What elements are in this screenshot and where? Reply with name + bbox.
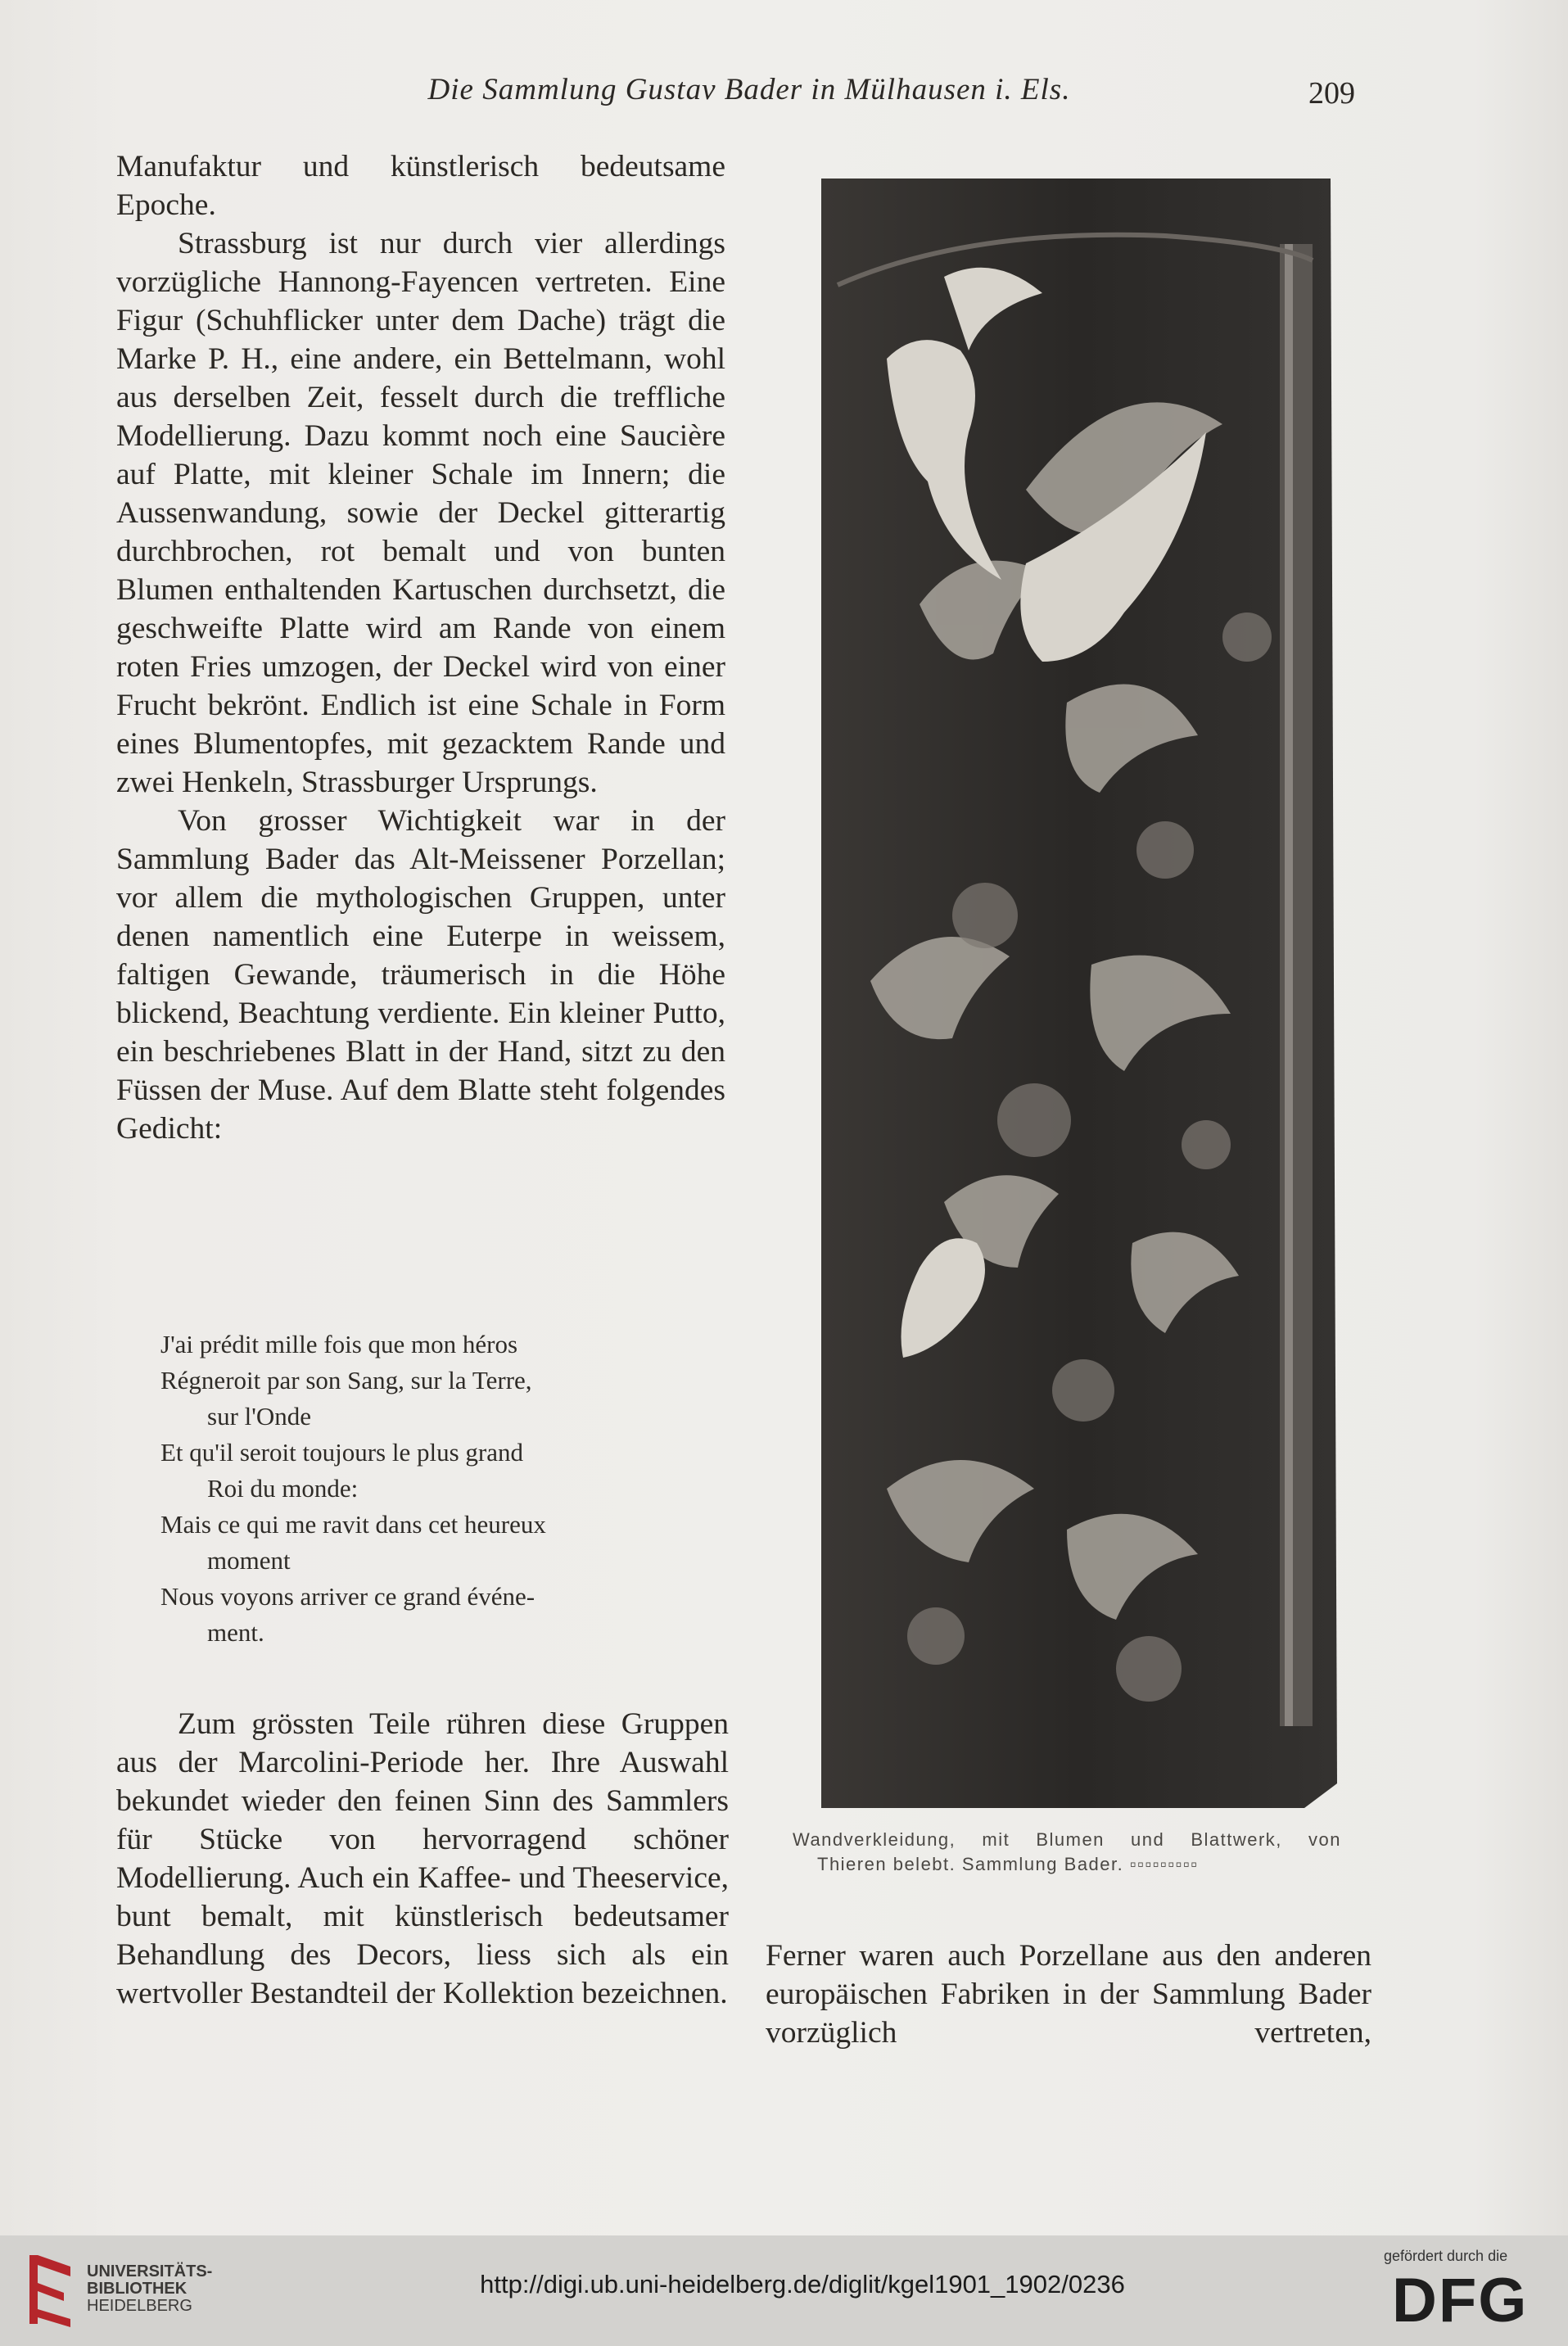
dfg-logo: DFG: [1392, 2266, 1529, 2335]
caption-line-2: Thieren belebt. Sammlung Bader. ▫▫▫▫▫▫▫▫▫: [817, 1854, 1199, 1874]
paragraph-4: Zum grössten Teile rühren diese Gruppen aus der Marcolini-Periode her. Ihre Auswahl bekundet wieder den feinen Sinn des Sammlers für Stücke von hervorragend schöner Modellierung. Auch ein Kaffee- und Theeservice, bunt bemalt, mit künstlerisch bedeutsamer Behandlung des Decors, liess sich als ein wertvoller Bestandteil der Kollektion bezeichnen.: [116, 1707, 729, 2010]
left-column: [116, 147, 725, 1148]
poem-line: ment.: [207, 1618, 264, 1647]
tapestry-plate: [821, 179, 1337, 1808]
poem-line: Régneroit par son Sang, sur la Terre,: [160, 1366, 532, 1394]
library-name: [87, 2263, 212, 2315]
paragraph-5: Ferner waren auch Porzellane aus den anderen europäischen Fabriken in der Sammlung Bader vorzüglich vertreten,: [766, 1939, 1371, 2050]
right-column: [766, 1937, 1371, 2052]
poem-line: moment: [207, 1546, 291, 1575]
paragraph-1: Manufaktur und künstlerisch bedeutsame Epoche.: [116, 150, 725, 222]
tapestry-image: [821, 179, 1337, 1808]
library-line-1: UNIVERSITÄTS-: [87, 2262, 213, 2280]
tapestry-border-stripe: [1285, 244, 1293, 1726]
poem-line: Nous voyons arriver ce grand événe-: [160, 1582, 535, 1611]
poem-line: Mais ce qui me ravit dans cet heureux: [160, 1510, 546, 1539]
funding-note: gefördert durch die: [1384, 2248, 1508, 2264]
library-line-2: BIBLIOTHEK: [87, 2280, 188, 2298]
left-column-continued: [116, 1705, 729, 2013]
figure-caption: [793, 1828, 1341, 1877]
paragraph-2: Strassburg ist nur durch vier allerdings vorzügliche Hannong-Fayencen vertreten. Eine Figur (Schuhflicker unter dem Dache) trägt die Marke P. H., eine andere, ein Bettelmann, wohl aus derselben Zeit, fesselt durch die treffliche Modellierung. Dazu kommt noch eine Saucière auf Platte, mit kleiner Schale im Innern; die Aussenwandung, sowie der Deckel gitterartig durchbrochen, rot bemalt und von bunten Blumen enthaltenden Kartuschen durchsetzt, die geschweifte Platte wird am Rande von einem roten Fries umzogen, der Deckel wird von einer Frucht bekrönt. Endlich ist eine Schale in Form eines Blumentopfes, mit gezacktem Rande und zwei Henkeln, Strassburger Ursprungs.: [116, 227, 725, 799]
poem: [160, 1327, 693, 1651]
poem-line: Roi du monde:: [207, 1474, 359, 1503]
caption-line-1: Wandverkleidung, mit Blumen und Blattwerk, von: [793, 1829, 1341, 1850]
page-number: 209: [1308, 76, 1355, 111]
poem-line: Et qu'il seroit toujours le plus grand: [160, 1438, 523, 1467]
university-library-logo-icon: [23, 2250, 77, 2329]
running-title: Die Sammlung Gustav Bader in Mülhausen i. Els.: [427, 73, 1071, 106]
poem-line: sur l'Onde: [207, 1402, 311, 1431]
poem-line: J'ai prédit mille fois que mon héros: [160, 1330, 518, 1358]
library-line-3: HEIDELBERG: [87, 2297, 192, 2315]
source-url-link[interactable]: http://digi.ub.uni-heidelberg.de/diglit/kgel1901_1902/0236: [480, 2270, 1125, 2299]
paragraph-3: Von grosser Wichtigkeit war in der Sammlung Bader das Alt-Meissener Porzellan; vor allem die mythologischen Gruppen, unter denen namentlich eine Euterpe in weissem, faltigen Gewande, träumerisch in die Höhe blickend, Beachtung verdiente. Ein kleiner Putto, ein beschriebenes Blatt in der Hand, sitzt zu den Füssen der Muse. Auf dem Blatte steht folgendes Gedicht:: [116, 804, 725, 1146]
